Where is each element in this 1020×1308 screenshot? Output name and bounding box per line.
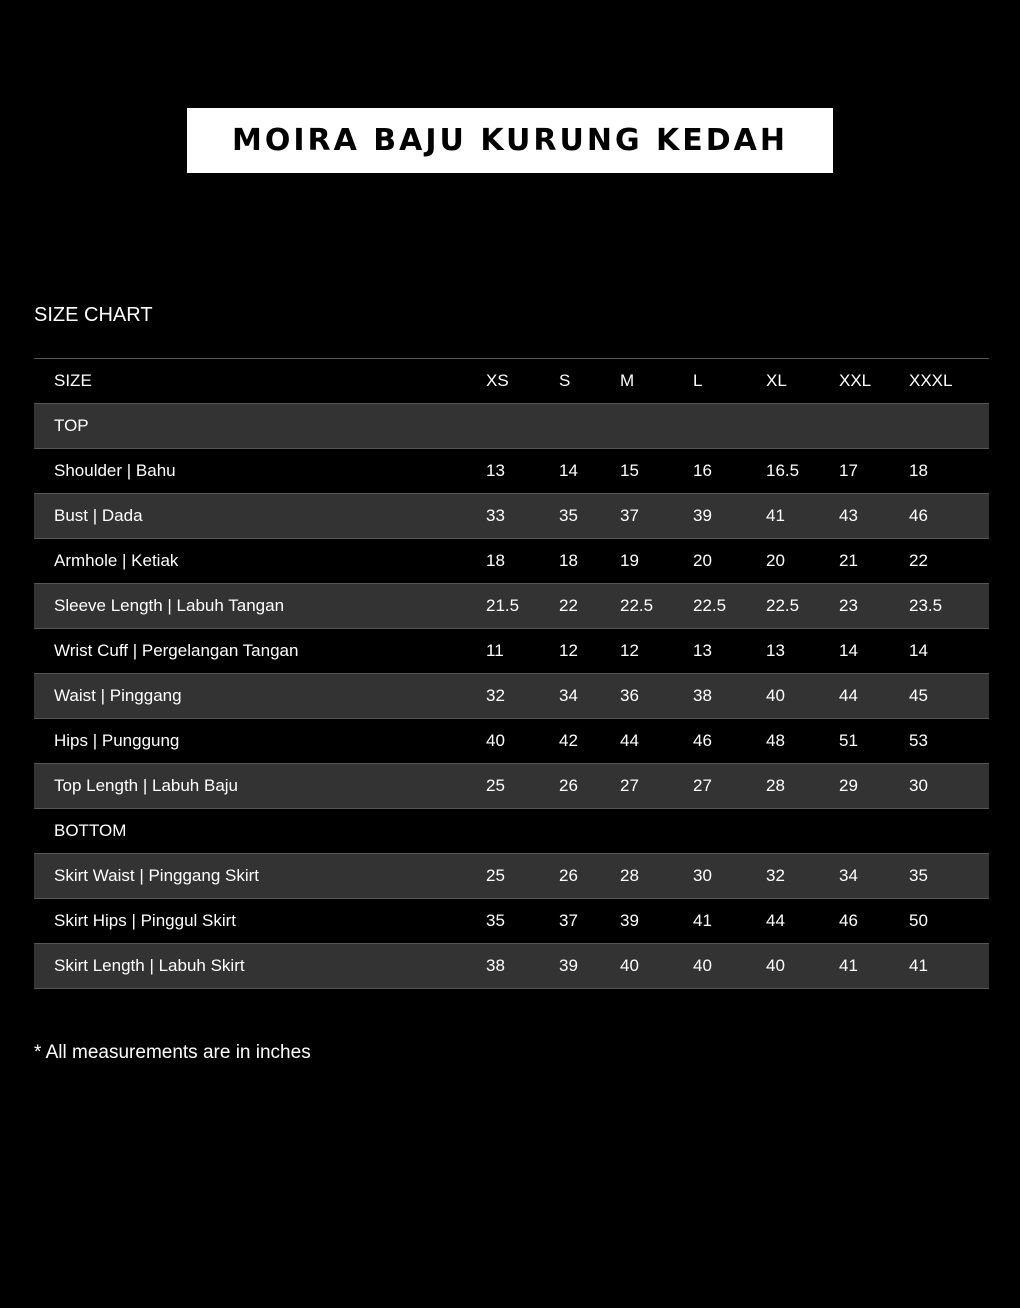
table-cell: 27 — [693, 764, 766, 809]
table-cell: 23 — [839, 584, 909, 629]
title-banner — [187, 108, 833, 173]
table-cell: 30 — [909, 764, 989, 809]
group-row-top — [34, 404, 989, 449]
table-cell: 28 — [620, 854, 693, 899]
table-cell: 11 — [486, 629, 559, 674]
table-cell: 20 — [766, 539, 839, 584]
row-label: Skirt Length | Labuh Skirt — [34, 944, 486, 989]
table-cell: 22.5 — [766, 584, 839, 629]
table-cell: 25 — [486, 764, 559, 809]
table-cell: 23.5 — [909, 584, 989, 629]
table-cell: 13 — [693, 629, 766, 674]
table-cell: 22.5 — [693, 584, 766, 629]
size-chart-table — [34, 358, 989, 989]
table-cell: 53 — [909, 719, 989, 764]
table-cell: 44 — [766, 899, 839, 944]
table-cell: 41 — [909, 944, 989, 989]
table-cell: 18 — [909, 449, 989, 494]
table-cell: 20 — [693, 539, 766, 584]
table-cell: 14 — [839, 629, 909, 674]
row-label: Sleeve Length | Labuh Tangan — [34, 584, 486, 629]
table-cell: 33 — [486, 494, 559, 539]
page-title: MOIRA BAJU KURUNG KEDAH — [231, 123, 789, 158]
table-cell: 32 — [486, 674, 559, 719]
header-size-xxxl: XXXL — [909, 359, 989, 404]
table-cell: 32 — [766, 854, 839, 899]
table-cell: 42 — [559, 719, 620, 764]
table-cell: 35 — [559, 494, 620, 539]
table-cell: 17 — [839, 449, 909, 494]
table-cell: 34 — [839, 854, 909, 899]
table-cell: 22 — [559, 584, 620, 629]
row-label: Waist | Pinggang — [34, 674, 486, 719]
table-cell: 18 — [559, 539, 620, 584]
table-cell: 39 — [693, 494, 766, 539]
table-cell: 14 — [909, 629, 989, 674]
table-cell: 45 — [909, 674, 989, 719]
table-cell: 46 — [839, 899, 909, 944]
table-cell: 29 — [839, 764, 909, 809]
table-cell: 40 — [766, 674, 839, 719]
header-size-xl: XL — [766, 359, 839, 404]
table-cell: 38 — [693, 674, 766, 719]
row-label: Bust | Dada — [34, 494, 486, 539]
table-cell: 21.5 — [486, 584, 559, 629]
header-size-l: L — [693, 359, 766, 404]
header-size-s: S — [559, 359, 620, 404]
table-cell: 40 — [693, 944, 766, 989]
table-cell: 12 — [620, 629, 693, 674]
group-label: BOTTOM — [34, 809, 486, 854]
header-size-label: SIZE — [34, 359, 486, 404]
header-size-m: M — [620, 359, 693, 404]
table-cell: 22.5 — [620, 584, 693, 629]
table-cell: 18 — [486, 539, 559, 584]
table-row — [34, 449, 989, 494]
table-row — [34, 629, 989, 674]
group-row-bottom — [34, 809, 989, 854]
table-cell: 14 — [559, 449, 620, 494]
table-row — [34, 719, 989, 764]
table-cell: 51 — [839, 719, 909, 764]
table-cell: 39 — [559, 944, 620, 989]
table-cell: 44 — [620, 719, 693, 764]
table-row — [34, 494, 989, 539]
table-cell: 36 — [620, 674, 693, 719]
table-cell: 43 — [839, 494, 909, 539]
table-cell: 41 — [766, 494, 839, 539]
table-cell: 13 — [766, 629, 839, 674]
table-header-row — [34, 359, 989, 404]
table-cell: 21 — [839, 539, 909, 584]
table-cell: 13 — [486, 449, 559, 494]
table-cell: 26 — [559, 764, 620, 809]
header-size-xs: XS — [486, 359, 559, 404]
table-cell: 37 — [559, 899, 620, 944]
table-cell: 40 — [486, 719, 559, 764]
table-cell: 39 — [620, 899, 693, 944]
table-cell: 25 — [486, 854, 559, 899]
table-cell: 50 — [909, 899, 989, 944]
table-cell: 48 — [766, 719, 839, 764]
table-row — [34, 944, 989, 989]
table-cell: 22 — [909, 539, 989, 584]
table-cell: 12 — [559, 629, 620, 674]
row-label: Top Length | Labuh Baju — [34, 764, 486, 809]
row-label: Skirt Waist | Pinggang Skirt — [34, 854, 486, 899]
table-cell: 16.5 — [766, 449, 839, 494]
table-row — [34, 764, 989, 809]
table-cell: 15 — [620, 449, 693, 494]
row-label: Skirt Hips | Pinggul Skirt — [34, 899, 486, 944]
table-cell: 37 — [620, 494, 693, 539]
table-cell: 35 — [909, 854, 989, 899]
table-row — [34, 674, 989, 719]
table-row — [34, 539, 989, 584]
table-cell: 26 — [559, 854, 620, 899]
table-cell: 38 — [486, 944, 559, 989]
table-cell: 40 — [766, 944, 839, 989]
table-cell: 40 — [620, 944, 693, 989]
table-row — [34, 899, 989, 944]
table-cell: 35 — [486, 899, 559, 944]
table-cell: 46 — [909, 494, 989, 539]
table-cell: 16 — [693, 449, 766, 494]
table-row — [34, 854, 989, 899]
table-cell: 44 — [839, 674, 909, 719]
header-size-xxl: XXL — [839, 359, 909, 404]
table-cell: 19 — [620, 539, 693, 584]
section-heading: SIZE CHART — [34, 304, 153, 326]
table-cell: 41 — [839, 944, 909, 989]
table-row — [34, 584, 989, 629]
table-cell: 46 — [693, 719, 766, 764]
table-cell: 34 — [559, 674, 620, 719]
measurement-footnote: * All measurements are in inches — [34, 1042, 311, 1063]
row-label: Armhole | Ketiak — [34, 539, 486, 584]
table-cell: 30 — [693, 854, 766, 899]
table-cell: 41 — [693, 899, 766, 944]
row-label: Wrist Cuff | Pergelangan Tangan — [34, 629, 486, 674]
row-label: Shoulder | Bahu — [34, 449, 486, 494]
row-label: Hips | Punggung — [34, 719, 486, 764]
table-cell: 28 — [766, 764, 839, 809]
table-cell: 27 — [620, 764, 693, 809]
group-label: TOP — [34, 404, 486, 449]
